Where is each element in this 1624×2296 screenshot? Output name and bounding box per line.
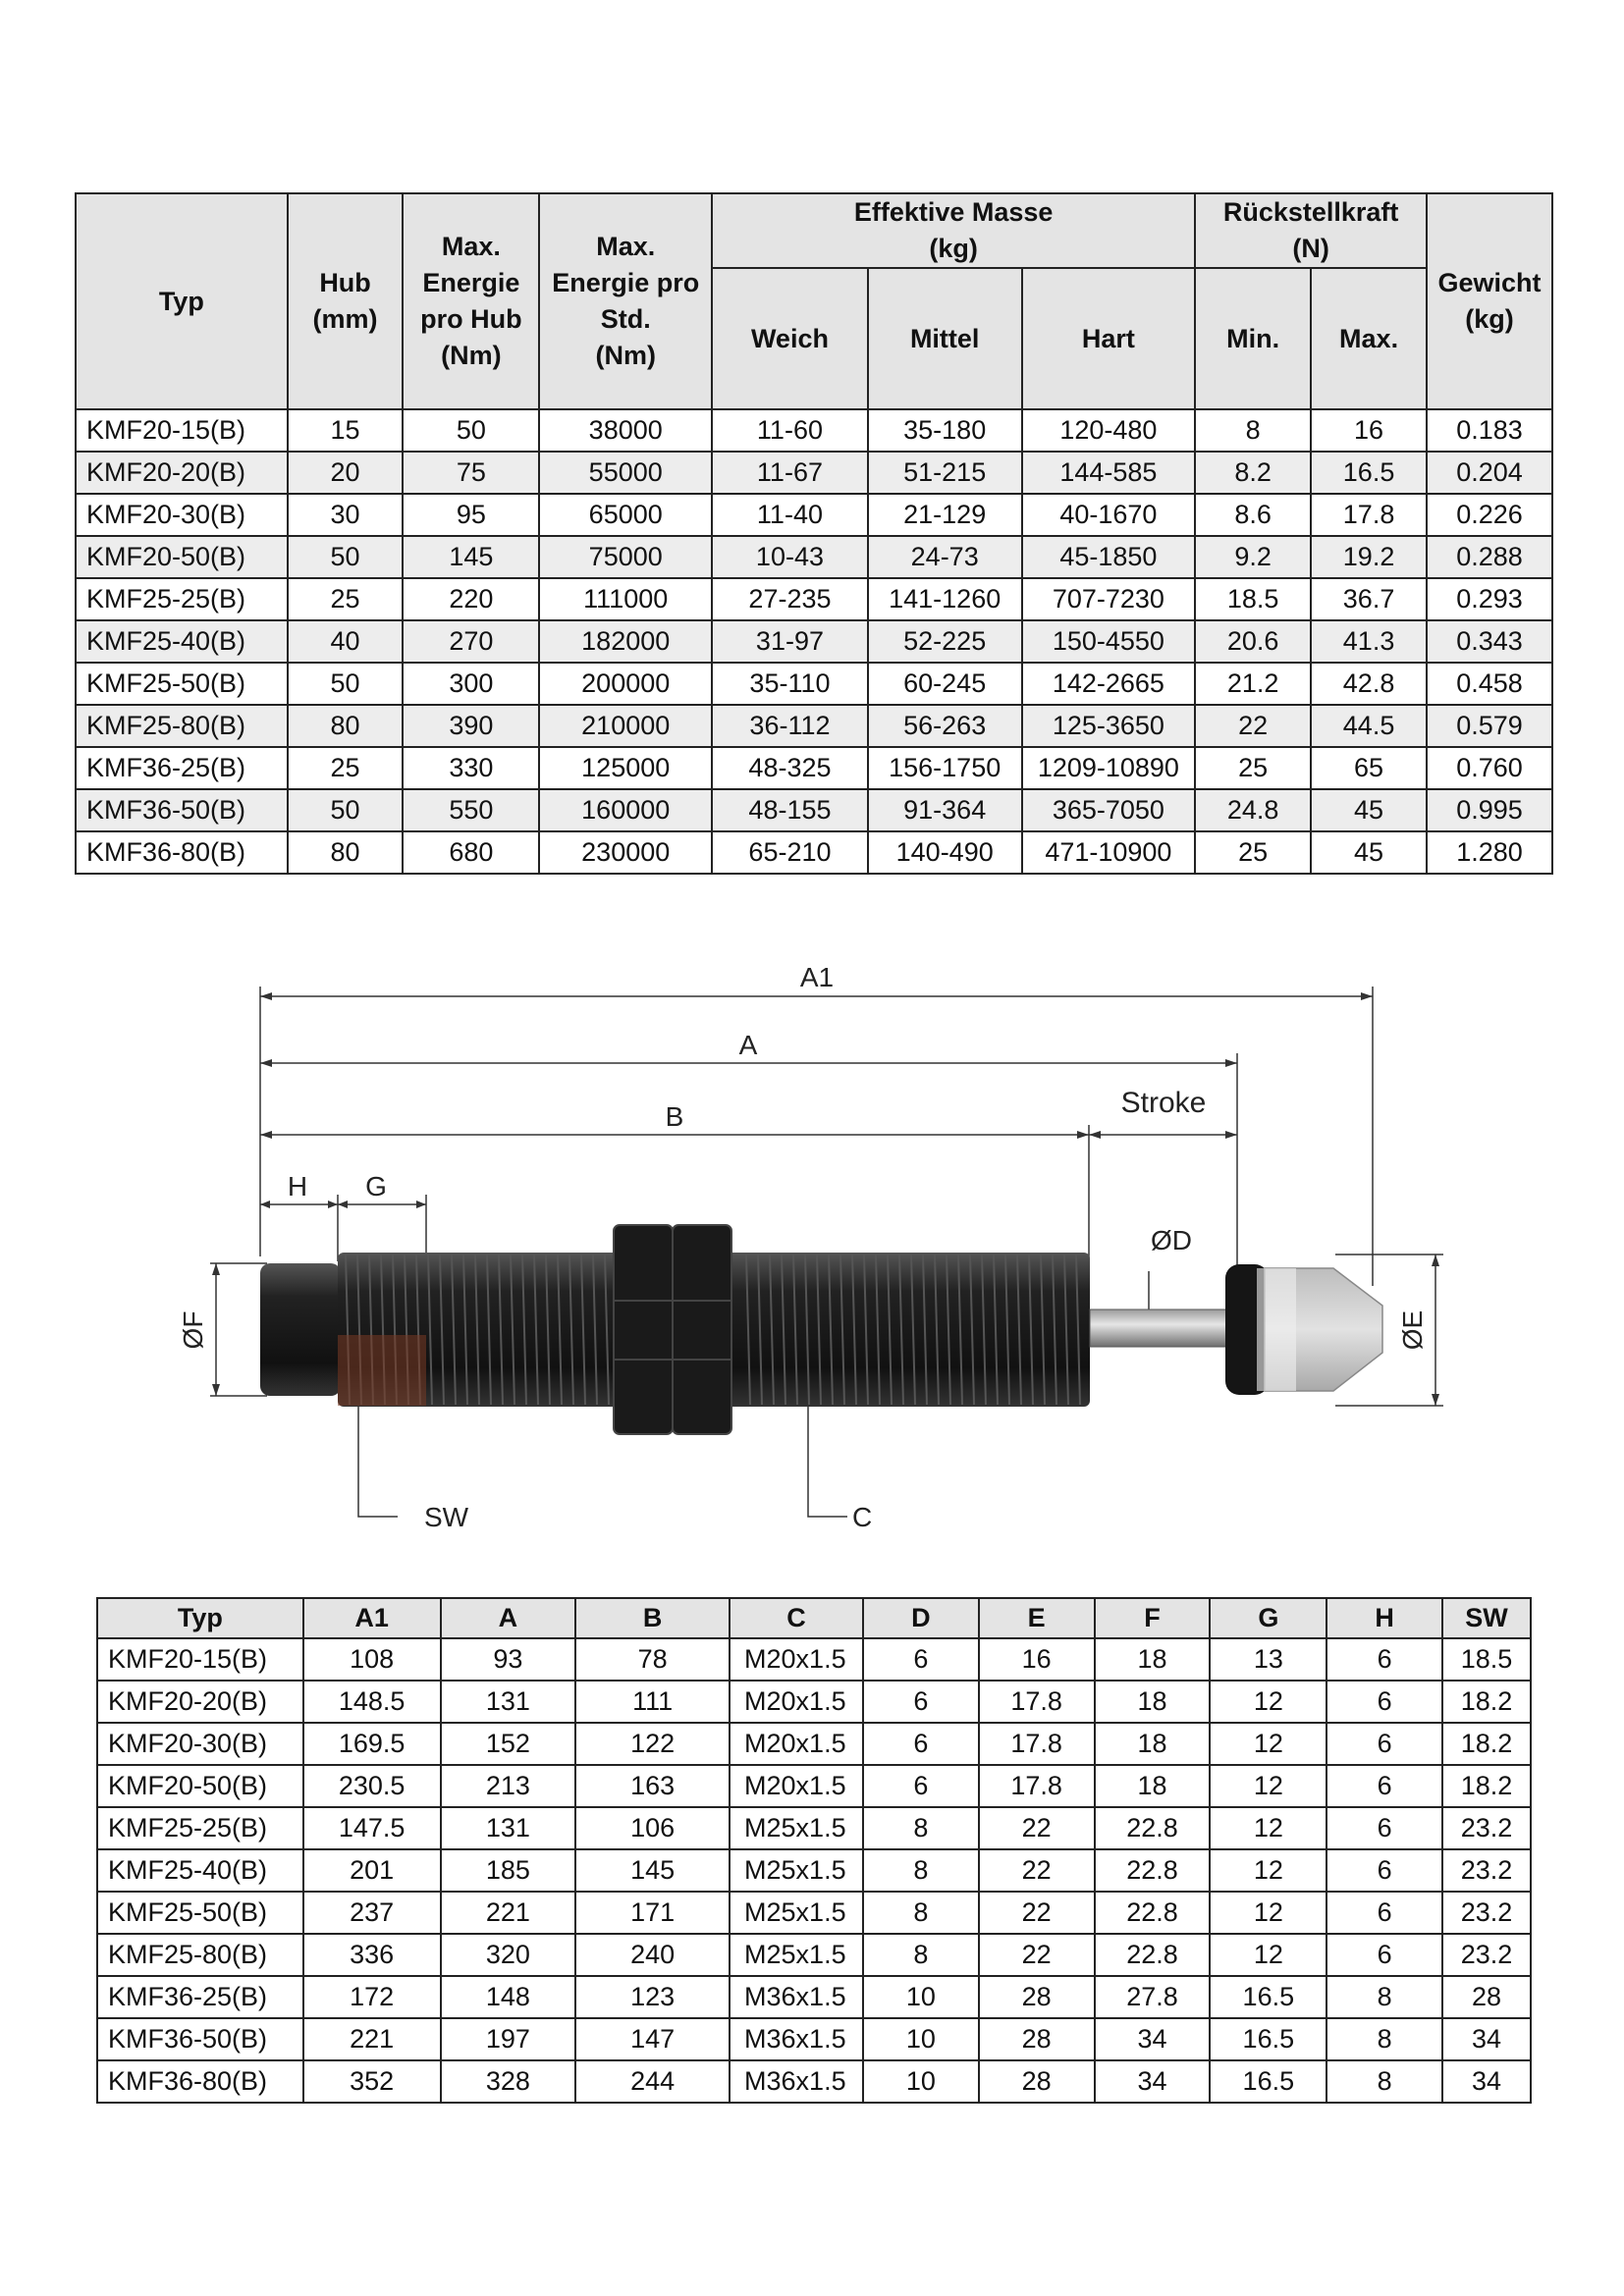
col-header: A — [441, 1598, 576, 1638]
table-cell: 1209-10890 — [1022, 747, 1196, 789]
table-cell: 221 — [303, 2018, 441, 2060]
table-cell: 55000 — [539, 452, 712, 494]
table-cell: 11-67 — [712, 452, 868, 494]
col-header: E — [979, 1598, 1095, 1638]
table-cell: 125000 — [539, 747, 712, 789]
table-row — [76, 747, 1552, 789]
table-cell: 131 — [441, 1681, 576, 1723]
table-cell: 21.2 — [1195, 663, 1311, 705]
table-cell: 93 — [441, 1638, 576, 1681]
table-row — [76, 494, 1552, 536]
table-cell: 23.2 — [1442, 1934, 1531, 1976]
table-row — [97, 1807, 1531, 1849]
table-cell: 270 — [403, 620, 539, 663]
table-cell: 6 — [1326, 1892, 1442, 1934]
table-cell: 18 — [1095, 1765, 1211, 1807]
table-cell: 220 — [403, 578, 539, 620]
table-row — [97, 2060, 1531, 2103]
col-header-mittel: Mittel — [868, 268, 1022, 409]
table-cell: 23.2 — [1442, 1807, 1531, 1849]
table-cell: 213 — [441, 1765, 576, 1807]
table-cell: 18 — [1095, 1681, 1211, 1723]
table-row — [97, 1723, 1531, 1765]
table-cell: 50 — [288, 536, 404, 578]
table-cell: KMF36-25(B) — [76, 747, 288, 789]
table-cell: 75 — [403, 452, 539, 494]
table-cell: 17.8 — [979, 1723, 1095, 1765]
table-cell: 65000 — [539, 494, 712, 536]
col-header: H — [1326, 1598, 1442, 1638]
table-cell: 8 — [863, 1892, 979, 1934]
table-cell: 6 — [1326, 1681, 1442, 1723]
table-cell: 65 — [1311, 747, 1427, 789]
shock-absorber-body — [260, 1225, 1382, 1434]
dimension-table — [96, 1597, 1532, 2104]
table-cell: 6 — [1326, 1638, 1442, 1681]
table-cell: 0.288 — [1427, 536, 1552, 578]
col-header: D — [863, 1598, 979, 1638]
col-header-masse: Effektive Masse (kg) — [712, 193, 1195, 268]
table-cell: 172 — [303, 1976, 441, 2018]
table-cell: KMF25-40(B) — [97, 1849, 303, 1892]
table-cell: 125-3650 — [1022, 705, 1196, 747]
table-cell: 18.2 — [1442, 1681, 1531, 1723]
label-a1: A1 — [799, 962, 835, 992]
table-cell: 171 — [575, 1892, 730, 1934]
table-cell: KMF25-80(B) — [97, 1934, 303, 1976]
label-sw: SW — [424, 1502, 469, 1531]
table-cell: 471-10900 — [1022, 831, 1196, 874]
table-cell: M25x1.5 — [730, 1934, 863, 1976]
table-row — [97, 1849, 1531, 1892]
table-cell: KMF25-50(B) — [76, 663, 288, 705]
table-cell: 10 — [863, 2018, 979, 2060]
table-cell: 0.458 — [1427, 663, 1552, 705]
table-cell: 8.6 — [1195, 494, 1311, 536]
table-cell: 16 — [979, 1638, 1095, 1681]
table-cell: 12 — [1210, 1807, 1326, 1849]
table-cell: 240 — [575, 1934, 730, 1976]
table-cell: 22 — [979, 1892, 1095, 1934]
table-cell: 25 — [288, 578, 404, 620]
col-header: SW — [1442, 1598, 1531, 1638]
table-cell: 13 — [1210, 1638, 1326, 1681]
dimension-table-body — [97, 1638, 1531, 2103]
table-cell: 8 — [863, 1849, 979, 1892]
table-cell: M20x1.5 — [730, 1638, 863, 1681]
spec-table — [75, 192, 1553, 875]
label-e: ØE — [1397, 1309, 1428, 1351]
table-cell: 122 — [575, 1723, 730, 1765]
table-cell: 27-235 — [712, 578, 868, 620]
table-cell: 16.5 — [1210, 1976, 1326, 2018]
table-row — [76, 620, 1552, 663]
table-cell: 28 — [979, 2018, 1095, 2060]
table-cell: 45 — [1311, 789, 1427, 831]
table-cell: 48-155 — [712, 789, 868, 831]
table-cell: 18 — [1095, 1723, 1211, 1765]
table-cell: 144-585 — [1022, 452, 1196, 494]
table-cell: 16.5 — [1210, 2018, 1326, 2060]
table-row — [97, 1765, 1531, 1807]
table-cell: 8 — [863, 1807, 979, 1849]
table-cell: M20x1.5 — [730, 1681, 863, 1723]
col-header-max: Max. — [1311, 268, 1427, 409]
table-cell: 35-180 — [868, 409, 1022, 452]
table-cell: 169.5 — [303, 1723, 441, 1765]
table-cell: KMF36-80(B) — [97, 2060, 303, 2103]
table-cell: 18.2 — [1442, 1765, 1531, 1807]
table-cell: 15 — [288, 409, 404, 452]
table-cell: 75000 — [539, 536, 712, 578]
table-cell: M25x1.5 — [730, 1849, 863, 1892]
col-header-gewicht: Gewicht (kg) — [1427, 193, 1552, 409]
table-cell: 10 — [863, 2060, 979, 2103]
table-cell: 111 — [575, 1681, 730, 1723]
table-cell: 160000 — [539, 789, 712, 831]
table-cell: M36x1.5 — [730, 2018, 863, 2060]
table-cell: 106 — [575, 1807, 730, 1849]
table-row — [76, 452, 1552, 494]
table-cell: 148.5 — [303, 1681, 441, 1723]
table-cell: 40 — [288, 620, 404, 663]
table-cell: 41.3 — [1311, 620, 1427, 663]
table-cell: 120-480 — [1022, 409, 1196, 452]
table-cell: 6 — [1326, 1765, 1442, 1807]
table-row — [97, 1976, 1531, 2018]
table-cell: 0.183 — [1427, 409, 1552, 452]
table-cell: 28 — [979, 2060, 1095, 2103]
table-row — [76, 409, 1552, 452]
table-cell: 237 — [303, 1892, 441, 1934]
table-cell: M25x1.5 — [730, 1807, 863, 1849]
table-row — [76, 789, 1552, 831]
table-cell: 20.6 — [1195, 620, 1311, 663]
table-cell: 52-225 — [868, 620, 1022, 663]
table-cell: 197 — [441, 2018, 576, 2060]
table-cell: 17.8 — [979, 1765, 1095, 1807]
col-header-typ: Typ — [76, 193, 288, 409]
table-row — [97, 1892, 1531, 1934]
spec-table-body — [76, 409, 1552, 874]
col-header-hub: Hub (mm) — [288, 193, 404, 409]
table-cell: M20x1.5 — [730, 1765, 863, 1807]
table-cell: KMF25-50(B) — [97, 1892, 303, 1934]
table-cell: 6 — [863, 1723, 979, 1765]
table-cell: 300 — [403, 663, 539, 705]
table-cell: 60-245 — [868, 663, 1022, 705]
table-cell: 6 — [863, 1638, 979, 1681]
table-cell: 38000 — [539, 409, 712, 452]
table-cell: 0.760 — [1427, 747, 1552, 789]
label-g: G — [365, 1171, 387, 1201]
table-cell: KMF20-20(B) — [76, 452, 288, 494]
table-cell: 51-215 — [868, 452, 1022, 494]
table-cell: 42.8 — [1311, 663, 1427, 705]
table-cell: 56-263 — [868, 705, 1022, 747]
label-b: B — [665, 1101, 684, 1132]
table-cell: 201 — [303, 1849, 441, 1892]
table-cell: 0.343 — [1427, 620, 1552, 663]
col-header: A1 — [303, 1598, 441, 1638]
table-cell: 21-129 — [868, 494, 1022, 536]
table-cell: 142-2665 — [1022, 663, 1196, 705]
table-cell: 1.280 — [1427, 831, 1552, 874]
table-cell: 45-1850 — [1022, 536, 1196, 578]
table-cell: 12 — [1210, 1892, 1326, 1934]
table-cell: 140-490 — [868, 831, 1022, 874]
table-cell: 336 — [303, 1934, 441, 1976]
table-cell: 11-40 — [712, 494, 868, 536]
table-cell: 36-112 — [712, 705, 868, 747]
table-cell: 12 — [1210, 1849, 1326, 1892]
table-cell: KMF20-15(B) — [97, 1638, 303, 1681]
label-d: ØD — [1151, 1225, 1192, 1255]
table-cell: KMF20-20(B) — [97, 1681, 303, 1723]
table-cell: 152 — [441, 1723, 576, 1765]
table-cell: 18.5 — [1195, 578, 1311, 620]
table-cell: 352 — [303, 2060, 441, 2103]
table-cell: M25x1.5 — [730, 1892, 863, 1934]
table-cell: 8 — [1195, 409, 1311, 452]
table-cell: 34 — [1442, 2018, 1531, 2060]
table-cell: 123 — [575, 1976, 730, 2018]
table-cell: 27.8 — [1095, 1976, 1211, 2018]
dimension-table-header — [97, 1598, 1531, 1638]
table-cell: 78 — [575, 1638, 730, 1681]
table-cell: 28 — [1442, 1976, 1531, 2018]
table-cell: 147 — [575, 2018, 730, 2060]
table-cell: 18.5 — [1442, 1638, 1531, 1681]
table-cell: 320 — [441, 1934, 576, 1976]
table-row — [97, 1681, 1531, 1723]
table-cell: 8.2 — [1195, 452, 1311, 494]
table-cell: 22 — [979, 1849, 1095, 1892]
col-header: F — [1095, 1598, 1211, 1638]
table-cell: 50 — [403, 409, 539, 452]
label-h: H — [287, 1171, 308, 1201]
table-cell: KMF25-80(B) — [76, 705, 288, 747]
table-cell: 50 — [288, 789, 404, 831]
table-cell: 22 — [979, 1807, 1095, 1849]
table-cell: 25 — [1195, 831, 1311, 874]
table-cell: 0.226 — [1427, 494, 1552, 536]
col-header-energie-std: Max. Energie pro Std. (Nm) — [539, 193, 712, 409]
table-cell: 6 — [1326, 1849, 1442, 1892]
table-cell: KMF20-15(B) — [76, 409, 288, 452]
table-cell: 221 — [441, 1892, 576, 1934]
table-cell: 680 — [403, 831, 539, 874]
table-cell: 12 — [1210, 1723, 1326, 1765]
table-cell: 707-7230 — [1022, 578, 1196, 620]
table-cell: M36x1.5 — [730, 1976, 863, 2018]
table-cell: 10 — [863, 1976, 979, 2018]
table-cell: 141-1260 — [868, 578, 1022, 620]
shock-absorber-drawing — [177, 962, 1453, 1531]
col-header-weich: Weich — [712, 268, 868, 409]
table-cell: 6 — [1326, 1807, 1442, 1849]
table-cell: 22 — [1195, 705, 1311, 747]
table-cell: 34 — [1095, 2060, 1211, 2103]
table-cell: 8 — [1326, 2060, 1442, 2103]
table-cell: KMF20-30(B) — [76, 494, 288, 536]
label-stroke: Stroke — [1120, 1087, 1207, 1119]
table-cell: 11-60 — [712, 409, 868, 452]
table-cell: 22.8 — [1095, 1807, 1211, 1849]
table-cell: 35-110 — [712, 663, 868, 705]
table-cell: 22.8 — [1095, 1892, 1211, 1934]
table-row — [76, 536, 1552, 578]
table-cell: 23.2 — [1442, 1849, 1531, 1892]
table-cell: 24.8 — [1195, 789, 1311, 831]
table-cell: KMF25-25(B) — [97, 1807, 303, 1849]
table-cell: 16.5 — [1210, 2060, 1326, 2103]
table-cell: 330 — [403, 747, 539, 789]
table-cell: 95 — [403, 494, 539, 536]
table-cell: 230.5 — [303, 1765, 441, 1807]
table-cell: 6 — [863, 1765, 979, 1807]
table-cell: 108 — [303, 1638, 441, 1681]
table-cell: 65-210 — [712, 831, 868, 874]
table-row — [76, 831, 1552, 874]
table-cell: 44.5 — [1311, 705, 1427, 747]
table-row — [97, 2018, 1531, 2060]
table-cell: 48-325 — [712, 747, 868, 789]
table-cell: 6 — [1326, 1934, 1442, 1976]
table-cell: 550 — [403, 789, 539, 831]
table-cell: 19.2 — [1311, 536, 1427, 578]
table-cell: M36x1.5 — [730, 2060, 863, 2103]
table-cell: 17.8 — [979, 1681, 1095, 1723]
table-cell: 150-4550 — [1022, 620, 1196, 663]
table-cell: 40-1670 — [1022, 494, 1196, 536]
table-cell: 16.5 — [1311, 452, 1427, 494]
table-cell: 328 — [441, 2060, 576, 2103]
table-cell: 28 — [979, 1976, 1095, 2018]
table-cell: 182000 — [539, 620, 712, 663]
table-cell: 34 — [1442, 2060, 1531, 2103]
table-cell: 31-97 — [712, 620, 868, 663]
table-cell: 18.2 — [1442, 1723, 1531, 1765]
label-a: A — [738, 1030, 758, 1060]
col-header: B — [575, 1598, 730, 1638]
table-cell: 80 — [288, 705, 404, 747]
table-cell: 9.2 — [1195, 536, 1311, 578]
table-cell: 390 — [403, 705, 539, 747]
table-cell: 6 — [1326, 1723, 1442, 1765]
table-cell: 80 — [288, 831, 404, 874]
table-cell: 20 — [288, 452, 404, 494]
table-cell: KMF20-50(B) — [76, 536, 288, 578]
table-cell: 24-73 — [868, 536, 1022, 578]
table-cell: 131 — [441, 1807, 576, 1849]
table-cell: 244 — [575, 2060, 730, 2103]
col-header: G — [1210, 1598, 1326, 1638]
table-cell: 185 — [441, 1849, 576, 1892]
table-cell: 0.293 — [1427, 578, 1552, 620]
label-c: C — [852, 1502, 873, 1531]
col-header-kraft: Rückstellkraft (N) — [1195, 193, 1427, 268]
table-cell: 10-43 — [712, 536, 868, 578]
table-cell: 365-7050 — [1022, 789, 1196, 831]
table-cell: 145 — [403, 536, 539, 578]
table-cell: 25 — [1195, 747, 1311, 789]
table-cell: 22 — [979, 1934, 1095, 1976]
table-cell: KMF20-30(B) — [97, 1723, 303, 1765]
table-cell: 12 — [1210, 1765, 1326, 1807]
table-cell: 0.204 — [1427, 452, 1552, 494]
col-header-energie-hub: Max. Energie pro Hub (Nm) — [403, 193, 539, 409]
table-row — [97, 1934, 1531, 1976]
table-cell: 0.995 — [1427, 789, 1552, 831]
table-row — [97, 1638, 1531, 1681]
table-cell: 12 — [1210, 1681, 1326, 1723]
table-cell: 16 — [1311, 409, 1427, 452]
table-cell: 147.5 — [303, 1807, 441, 1849]
table-cell: KMF25-40(B) — [76, 620, 288, 663]
table-cell: 17.8 — [1311, 494, 1427, 536]
table-cell: 91-364 — [868, 789, 1022, 831]
table-cell: 30 — [288, 494, 404, 536]
table-cell: 50 — [288, 663, 404, 705]
table-cell: 200000 — [539, 663, 712, 705]
table-cell: 8 — [1326, 2018, 1442, 2060]
table-cell: 8 — [863, 1934, 979, 1976]
table-cell: 0.579 — [1427, 705, 1552, 747]
table-cell: 22.8 — [1095, 1849, 1211, 1892]
table-cell: 18 — [1095, 1638, 1211, 1681]
table-cell: KMF36-25(B) — [97, 1976, 303, 2018]
table-cell: 45 — [1311, 831, 1427, 874]
table-row — [76, 663, 1552, 705]
table-cell: KMF36-50(B) — [97, 2018, 303, 2060]
table-cell: 36.7 — [1311, 578, 1427, 620]
table-cell: 210000 — [539, 705, 712, 747]
table-row — [76, 578, 1552, 620]
col-header-min: Min. — [1195, 268, 1311, 409]
table-cell: 23.2 — [1442, 1892, 1531, 1934]
table-cell: 111000 — [539, 578, 712, 620]
col-header: Typ — [97, 1598, 303, 1638]
table-cell: 25 — [288, 747, 404, 789]
col-header-hart: Hart — [1022, 268, 1196, 409]
table-cell: 8 — [1326, 1976, 1442, 2018]
table-cell: 145 — [575, 1849, 730, 1892]
label-f: ØF — [178, 1310, 208, 1350]
table-cell: 156-1750 — [868, 747, 1022, 789]
dimension-lines — [210, 987, 1443, 1517]
table-cell: 34 — [1095, 2018, 1211, 2060]
table-cell: KMF20-50(B) — [97, 1765, 303, 1807]
table-cell: KMF36-80(B) — [76, 831, 288, 874]
table-cell: M20x1.5 — [730, 1723, 863, 1765]
table-cell: 12 — [1210, 1934, 1326, 1976]
table-cell: 230000 — [539, 831, 712, 874]
table-cell: 6 — [863, 1681, 979, 1723]
table-cell: 22.8 — [1095, 1934, 1211, 1976]
table-cell: KMF25-25(B) — [76, 578, 288, 620]
table-cell: 163 — [575, 1765, 730, 1807]
table-cell: 148 — [441, 1976, 576, 2018]
table-row — [76, 705, 1552, 747]
table-cell: KMF36-50(B) — [76, 789, 288, 831]
col-header: C — [730, 1598, 863, 1638]
